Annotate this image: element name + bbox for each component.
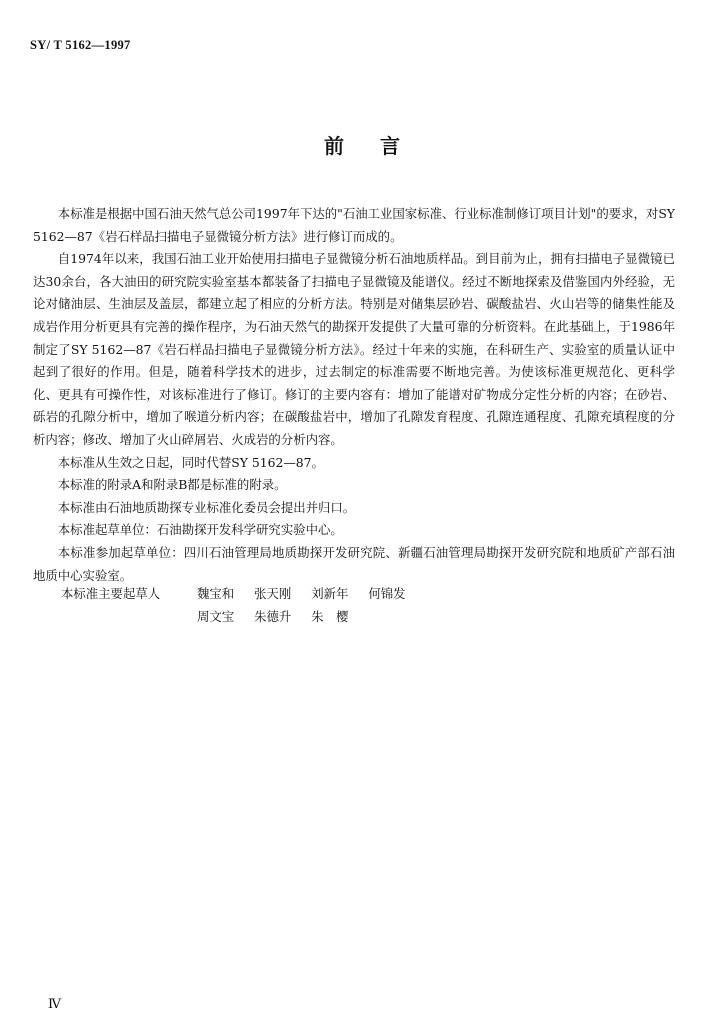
body-text — [33, 203, 675, 587]
drafters-label: 本标准主要起草人 — [61, 586, 161, 601]
drafter-name: 朱 樱 — [311, 608, 349, 624]
standard-number: SY/ T 5162—1997 — [30, 38, 131, 52]
drafter-name: 刘新年 — [311, 586, 349, 601]
paragraph: 本标准是根据中国石油天然气总公司1997年下达的"石油工业国家标准、行业标准制修订项目计划"的要求，对SY 5162—87《岩石样品扫描电子显微镜分析方法》进行修订而成的。 — [33, 206, 675, 244]
paragraph: 本标准起草单位：石油勘探开发科学研究实验中心。 — [57, 522, 343, 538]
drafter-name: 魏宝和 — [197, 586, 235, 601]
drafter-name: 张天刚 — [254, 586, 292, 601]
paragraph: 本标准由石油地质勘探专业标准化委员会提出并归口。 — [57, 499, 356, 515]
drafter-name: 何锦发 — [368, 586, 406, 601]
drafter-name: 朱德升 — [254, 608, 292, 624]
drafter-name: 周文宝 — [197, 608, 235, 624]
paragraph: 本标准的附录A和附录B都是标准的附录。 — [57, 477, 287, 493]
drafters-block — [61, 583, 422, 628]
page-title: 前言 — [324, 134, 436, 158]
paragraph: 自1974年以来，我国石油工业开始使用扫描电子显微镜分析石油地质样品。到目前为止，拥有扫描电子显微镜已达30余台，各大油田的研究院实验室基本都装备了扫描电子显微镜及能谱仪。经过不断地探索及借鉴国内外经验，无论对储油层、生油层及盖层，都建立起了相应的分析方法。特别是对储集层砂岩、碳酸盐岩、火山岩等的储集性能及成岩作用分析更具有完善的操作程序，为石油天然气的勘探开发提供了大量可靠的分析资料。在此基础上，于1986年制定了SY 5162—87《岩石样品扫描电子显微镜分析方法》。经过十年来的实施，在科研生产、实验室的质量认证中起到了很好的作用。但是，随着科学技术的进步，过去制定的标准需要不断地完善。为使该标准更规范化、更科学化、更具有可操作性，对该标准进行了修订。修订的主要内容有：增加了能谱对矿物成分定性分析的内容；在砂岩、砾岩的孔隙分析中，增加了喉道分析内容；在碳酸盐岩中，增加了孔隙发育程度、孔隙连通程度、孔隙充填程度的分析内容；修改、增加了火山碎屑岩、火成岩的分析内容。 — [33, 251, 675, 447]
paragraph: 本标准参加起草单位：四川石油管理局地质勘探开发研究院、新疆石油管理局勘探开发研究院和地质矿产部石油地质中心实验室。 — [33, 544, 675, 583]
paragraph: 本标准从生效之日起，同时代替SY 5162—87。 — [57, 454, 324, 470]
page-number: Ⅳ — [48, 996, 61, 1011]
